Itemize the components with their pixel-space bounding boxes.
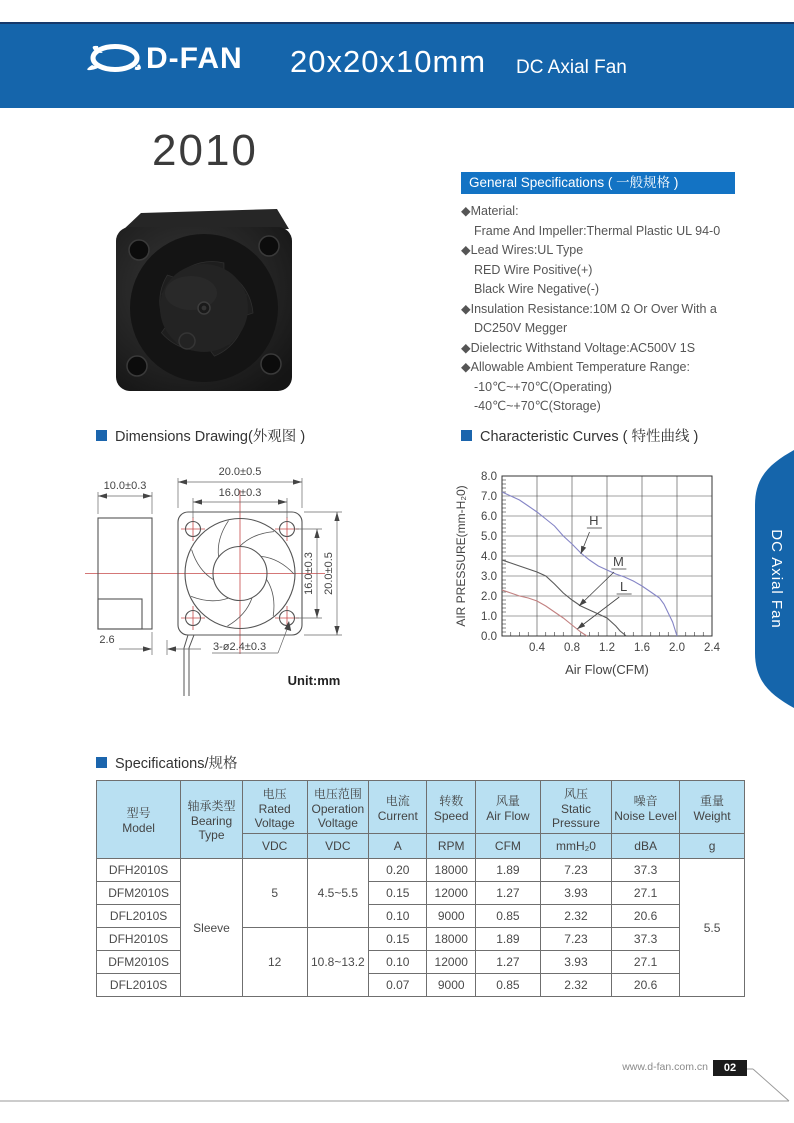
cell-voltage: 5	[242, 859, 307, 928]
th-unit-mmh2o: mmH₂0	[540, 834, 611, 859]
th-unit-g: g	[680, 834, 745, 859]
svg-text:0.0: 0.0	[481, 631, 497, 643]
cell-voltage: 12	[242, 928, 307, 997]
part-outlines	[98, 512, 302, 696]
spec-line: -40℃~+70℃(Storage)	[474, 399, 601, 413]
svg-text:M: M	[612, 554, 624, 569]
svg-text:8.0: 8.0	[481, 471, 497, 483]
cell-airflow: 0.85	[476, 905, 541, 928]
th-unit-rpm: RPM	[427, 834, 476, 859]
spec-line: Black Wire Negative(-)	[474, 282, 600, 296]
fan-product-photo	[103, 200, 305, 396]
cell-speed: 12000	[427, 882, 476, 905]
svg-text:AIR PRESSURE(mm-H₂0): AIR PRESSURE(mm-H₂0)	[454, 485, 468, 627]
cell-pressure: 3.93	[540, 882, 611, 905]
spec-line: ◆Material:	[461, 204, 519, 218]
cell-noise: 20.6	[612, 974, 680, 997]
cell-pressure: 7.23	[540, 859, 611, 882]
general-specifications-list	[461, 202, 735, 417]
th-airflow: 风量 Air Flow	[476, 781, 541, 834]
dc-axial-fan-side-tab	[745, 448, 794, 710]
cell-bearing: Sleeve	[181, 859, 243, 997]
cell-model: DFL2010S	[97, 905, 181, 928]
cell-voltage-range: 10.8~13.2	[307, 928, 369, 997]
cell-pressure: 2.32	[540, 905, 611, 928]
cell-speed: 12000	[427, 951, 476, 974]
th-unit-vdc: VDC	[242, 834, 307, 859]
brand-name: D-FAN	[146, 42, 243, 75]
dimension-labels	[99, 466, 340, 688]
cell-noise: 20.6	[612, 905, 680, 928]
th-unit-vdc: VDC	[307, 834, 369, 859]
general-specifications-panel	[461, 172, 735, 417]
th-model: 型号 Model	[97, 781, 181, 859]
section-bullet-icon	[96, 430, 107, 441]
cell-current: 0.15	[369, 882, 427, 905]
th-bearing: 轴承类型 Bearing Type	[181, 781, 243, 859]
cell-noise: 37.3	[612, 928, 680, 951]
dimensions-section-title: Dimensions Drawing(外观图 )	[96, 425, 305, 446]
svg-text:2.0: 2.0	[481, 591, 497, 603]
dim-hole-pitch-h: 16.0±0.3	[218, 487, 262, 499]
svg-text:H: H	[589, 513, 599, 528]
th-unit-dba: dBA	[612, 834, 680, 859]
table-row	[97, 859, 745, 882]
cell-model: DFM2010S	[97, 882, 181, 905]
header-banner	[0, 22, 794, 108]
svg-text:2.4: 2.4	[704, 642, 720, 654]
cell-noise: 27.1	[612, 882, 680, 905]
drawing-unit-label: Unit:mm	[287, 673, 341, 688]
model-number-heading: 2010	[152, 126, 258, 175]
specifications-table	[96, 780, 745, 997]
svg-text:0.8: 0.8	[564, 642, 580, 654]
cell-voltage-range: 4.5~5.5	[307, 859, 369, 928]
dim-frame-outer-h: 20.0±0.5	[218, 466, 262, 478]
side-tab-label: DC Axial Fan	[768, 529, 785, 629]
characteristic-curves-chart	[450, 446, 752, 710]
dim-holes: 3-ø2.4±0.3	[213, 641, 267, 653]
svg-text:1.2: 1.2	[599, 642, 615, 654]
product-type-subtitle: DC Axial Fan	[516, 57, 627, 78]
cell-noise: 27.1	[612, 951, 680, 974]
cell-current: 0.10	[369, 905, 427, 928]
th-speed: 转数 Speed	[427, 781, 476, 834]
th-current: 电流 Current	[369, 781, 427, 834]
cell-model: DFL2010S	[97, 974, 181, 997]
cell-airflow: 1.89	[476, 928, 541, 951]
svg-text:6.0: 6.0	[481, 511, 497, 523]
svg-text:1.6: 1.6	[634, 642, 650, 654]
cell-model: DFM2010S	[97, 951, 181, 974]
cell-pressure: 7.23	[540, 928, 611, 951]
th-unit-a: A	[369, 834, 427, 859]
dim-wire-offset: 2.6	[99, 634, 115, 646]
general-specifications-title: General Specifications ( 一般规格 )	[461, 172, 735, 194]
dimensions-drawing	[85, 452, 455, 704]
curves-section-title: Characteristic Curves ( 特性曲线 )	[461, 425, 698, 446]
cell-model: DFH2010S	[97, 928, 181, 951]
svg-text:3.0: 3.0	[481, 571, 497, 583]
cell-weight: 5.5	[680, 859, 745, 997]
th-unit-cfm: CFM	[476, 834, 541, 859]
page-number-badge: 02	[713, 1060, 747, 1076]
product-size-title: 20x20x10mm	[290, 44, 487, 79]
spec-line: DC250V Megger	[474, 321, 568, 335]
th-weight: 重量 Weight	[680, 781, 745, 834]
spec-line: ◆Dielectric Withstand Voltage:AC500V 1S	[461, 340, 696, 355]
section-bullet-icon	[461, 430, 472, 441]
specifications-section-title: Specifications/规格	[96, 752, 238, 773]
dim-side-width: 10.0±0.3	[103, 480, 147, 492]
spec-line: -10℃~+70℃(Operating)	[474, 379, 612, 394]
svg-text:Air Flow(CFM): Air Flow(CFM)	[565, 662, 649, 677]
svg-text:1.0: 1.0	[481, 611, 497, 623]
svg-text:2.0: 2.0	[669, 642, 685, 654]
dim-hole-pitch-v: 16.0±0.3	[303, 552, 315, 595]
cell-current: 0.10	[369, 951, 427, 974]
cell-airflow: 1.27	[476, 951, 541, 974]
cell-airflow: 1.27	[476, 882, 541, 905]
cell-current: 0.15	[369, 928, 427, 951]
svg-text:4.0: 4.0	[481, 551, 497, 563]
cell-airflow: 1.89	[476, 859, 541, 882]
dfan-logo-icon	[84, 38, 144, 80]
cell-pressure: 2.32	[540, 974, 611, 997]
cell-speed: 18000	[427, 928, 476, 951]
cell-current: 0.07	[369, 974, 427, 997]
cell-speed: 9000	[427, 905, 476, 928]
cell-pressure: 3.93	[540, 951, 611, 974]
cell-speed: 9000	[427, 974, 476, 997]
svg-text:L: L	[620, 579, 628, 594]
section-bullet-icon	[96, 757, 107, 768]
footer-rule	[0, 1048, 794, 1108]
cell-current: 0.20	[369, 859, 427, 882]
spec-line: Frame And Impeller:Thermal Plastic UL 94-0	[474, 223, 721, 238]
cell-noise: 37.3	[612, 859, 680, 882]
th-rated-voltage: 电压 Rated Voltage	[242, 781, 307, 834]
website-url: www.d-fan.com.cn	[622, 1061, 708, 1073]
th-noise: 噪音 Noise Level	[612, 781, 680, 834]
cell-speed: 18000	[427, 859, 476, 882]
th-static-pressure: 风压 Static Pressure	[540, 781, 611, 834]
spec-line: RED Wire Positive(+)	[474, 262, 593, 277]
cell-airflow: 0.85	[476, 974, 541, 997]
dim-frame-outer-v: 20.0±0.5	[323, 552, 335, 595]
cell-model: DFH2010S	[97, 859, 181, 882]
svg-text:0.4: 0.4	[529, 642, 545, 654]
spec-line: ◆Allowable Ambient Temperature Range:	[461, 360, 690, 374]
svg-text:7.0: 7.0	[481, 491, 497, 503]
th-operation-voltage: 电压范围 Operation Voltage	[307, 781, 369, 834]
svg-text:5.0: 5.0	[481, 531, 497, 543]
spec-line: ◆Lead Wires:UL Type	[461, 243, 584, 257]
spec-line: ◆Insulation Resistance:10M Ω Or Over With a	[461, 301, 717, 316]
